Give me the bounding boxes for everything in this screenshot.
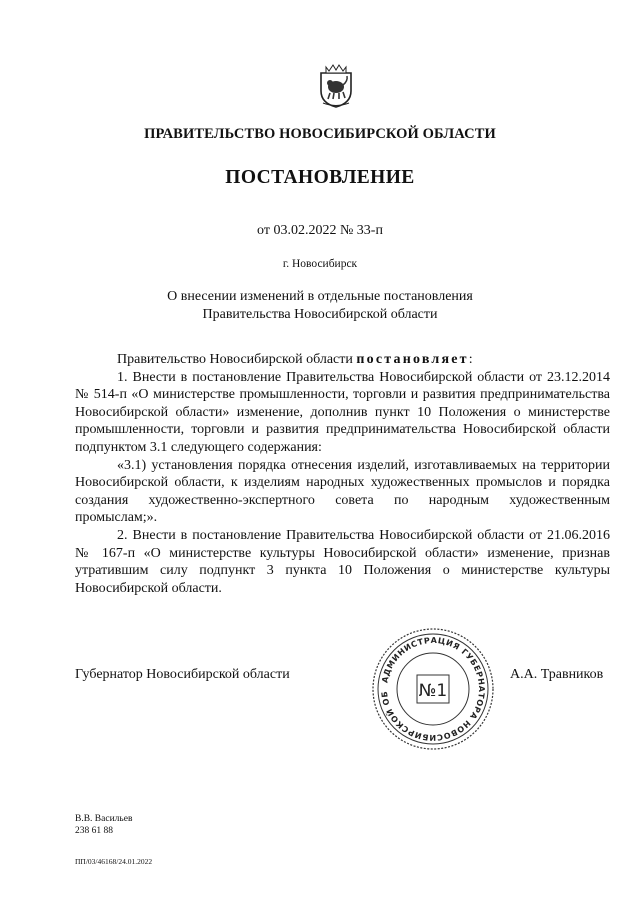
paragraph-1-quote: «3.1) установления порядка отнесения изделий, изготавливаемых на территории Новосибирской области, к изделиям народных художественных промыслов и порядка создания художественно-экспертного совета по народным художественным промыслам;». xyxy=(75,457,610,526)
official-seal-stamp xyxy=(370,626,496,752)
svg-text:№1: №1 xyxy=(418,681,448,701)
executor-phone: 238 61 88 xyxy=(75,826,113,836)
signatory-position: Губернатор Новосибирской области xyxy=(75,667,290,682)
paragraph-2: 2. Внести в постановление Правительства Новосибирской области от 21.06.2016 № 167-п «О министерстве культуры Новосибирской области» изменение, признав утратившим силу подпункт 3 пункта 10 Положения о министерстве культуры Новосибирской области. xyxy=(75,527,610,596)
executor-name: В.В. Васильев xyxy=(75,814,133,824)
coat-of-arms-icon xyxy=(317,61,355,109)
document-body xyxy=(75,351,610,597)
date-and-number: от 03.02.2022 № 33-п xyxy=(257,223,383,238)
organization-name: ПРАВИТЕЛЬСТВО НОВОСИБИРСКОЙ ОБЛАСТИ xyxy=(144,126,496,142)
document-type: ПОСТАНОВЛЕНИЕ xyxy=(225,167,415,188)
svg-text:АДМИНИСТРАЦИЯ ГУБЕРНАТОРА НОВО: АДМИНИСТРАЦИЯ ГУБЕРНАТОРА НОВОСИБИРСКОЙ ОБ xyxy=(379,635,487,743)
paragraph-1: 1. Внести в постановление Правительства Новосибирской области от 23.12.2014 № 514-п «О министерстве промышленности, торговли и развития предпринимательства Новосибирской области» изменение, дополнив пункт 10 Положения о министерстве промышленности, торговли и развития предпринимательства Новосибирской области подпунктом 3.1 следующего содержания: xyxy=(75,369,610,455)
document-subject xyxy=(0,288,640,323)
signatory-name: А.А. Травников xyxy=(510,667,604,682)
subject-line-2: Правительства Новосибирской области xyxy=(202,306,438,322)
intro-suffix: : xyxy=(468,352,473,367)
executor-info xyxy=(75,813,132,837)
city: г. Новосибирск xyxy=(282,258,358,270)
subject-line-1: О внесении изменений в отдельные постановления xyxy=(167,289,473,304)
intro-paragraph xyxy=(75,351,610,369)
document-id: ПП/03/46168/24.01.2022 xyxy=(75,857,153,866)
intro-decree-word: постановляет xyxy=(356,352,469,367)
intro-prefix: Правительство Новосибирской области xyxy=(117,352,357,367)
